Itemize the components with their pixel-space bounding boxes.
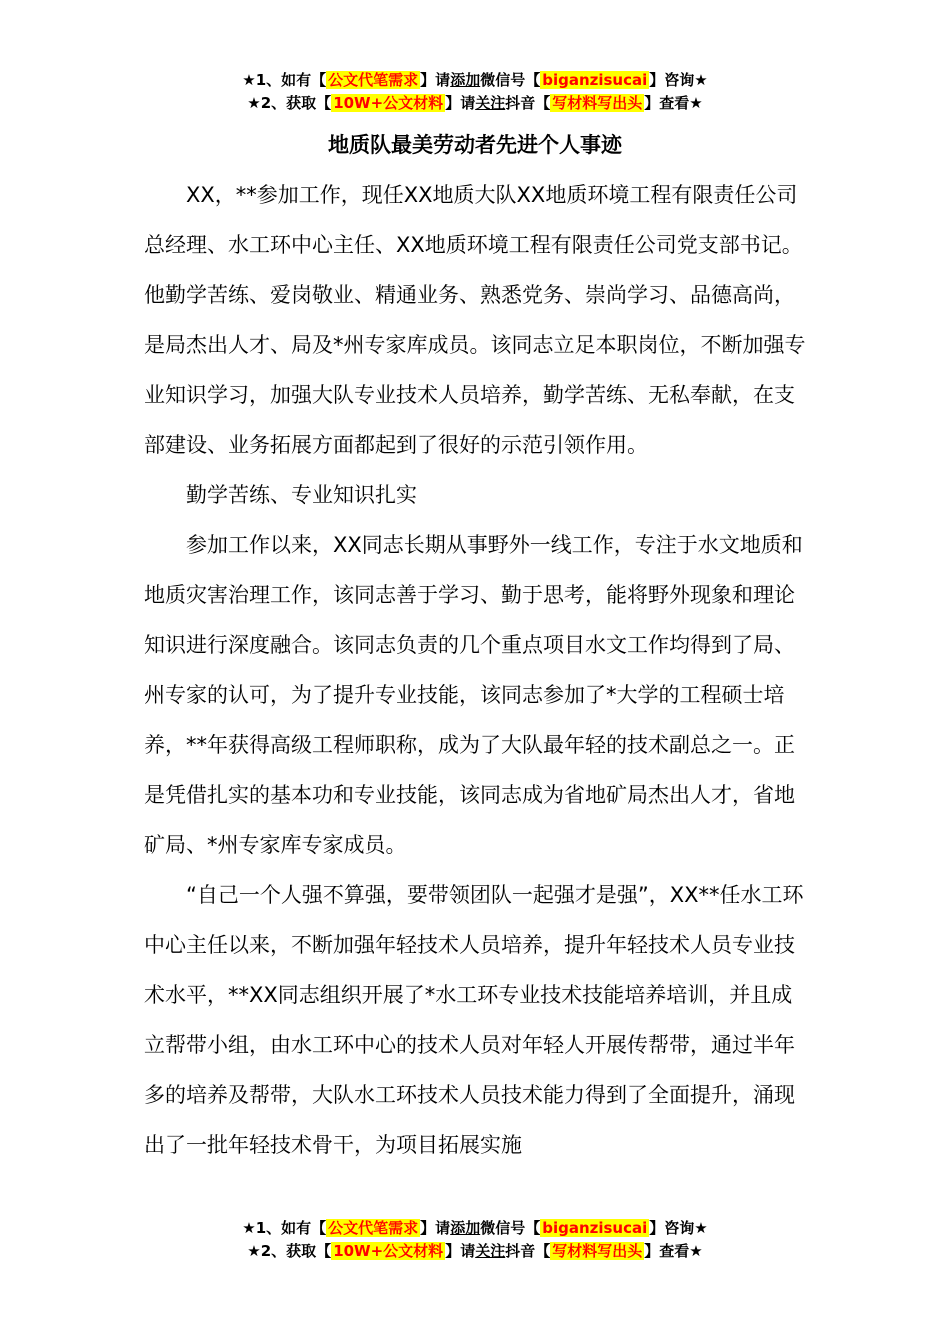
highlight-service: 公文代笔需求 <box>328 1219 419 1237</box>
footer-banner <box>0 1217 950 1263</box>
highlight-douyin-account: 写材料写出头 <box>552 1242 643 1260</box>
highlight-materials: 10W+公文材料 <box>333 1242 444 1260</box>
document-title: 地质队最美劳动者先进个人事迹 <box>328 133 622 157</box>
paragraph-team: “自己一个人强不算强，要带领团队一起强才是强”，XX**任水工环中心主任以来，不断加强年轻技术人员培养，提升年轻技术人员专业技术水平，**XX同志组织开展了*水工环专业技术技能培养培训，并且成立帮带小组，由水工环中心的技术人员对年轻人开展传帮带，通过半年多的培养及帮带，大队水工环技术人员技术能力得到了全面提升，涌现出了一批年轻技术骨干，为项目拓展实施 <box>144 883 804 1157</box>
highlight-wechat-id: biganzisucai <box>542 71 648 89</box>
section-heading: 勤学苦练、专业知识扎实 <box>186 483 417 507</box>
document-body <box>144 170 808 1170</box>
banner-line-2: ★2、获取【 10W+公文材料 】请关注抖音【 写材料写出头 】查看★ <box>247 1242 703 1260</box>
highlight-materials: 10W+公文材料 <box>333 94 444 112</box>
highlight-wechat-id: biganzisucai <box>542 1219 648 1237</box>
highlight-service: 公文代笔需求 <box>328 71 419 89</box>
banner-line-2: ★2、获取【 10W+公文材料 】请关注抖音【 写材料写出头 】查看★ <box>247 94 703 112</box>
banner-line-1: ★1、如有【 公文代笔需求 】请添加微信号【 biganzisucai 】咨询★ <box>242 1219 708 1237</box>
paragraph-intro: XX，**参加工作，现任XX地质大队XX地质环境工程有限责任公司总经理、水工环中心主任、XX地质环境工程有限责任公司党支部书记。他勤学苦练、爱岗敬业、精通业务、熟悉党务、崇尚学习、品德高尚，是局杰出人才、局及*州专家库成员。该同志立足本职岗位，不断加强专业知识学习，加强大队专业技术人员培养，勤学苦练、无私奉献，在支部建设、业务拓展方面都起到了很好的示范引领作用。 <box>144 183 806 457</box>
banner-line-1: ★1、如有【 公文代笔需求 】请添加微信号【 biganzisucai 】咨询★ <box>242 71 708 89</box>
highlight-douyin-account: 写材料写出头 <box>552 94 643 112</box>
paragraph-study: 参加工作以来，XX同志长期从事野外一线工作，专注于水文地质和地质灾害治理工作，该同志善于学习、勤于思考，能将野外现象和理论知识进行深度融合。该同志负责的几个重点项目水文工作均得到了局、州专家的认可，为了提升专业技能，该同志参加了*大学的工程硕士培养，**年获得高级工程师职称，成为了大队最年轻的技术副总之一。正是凭借扎实的基本功和专业技能，该同志成为省地矿局杰出人才，省地矿局、*州专家库专家成员。 <box>144 533 803 857</box>
header-banner <box>0 69 950 115</box>
